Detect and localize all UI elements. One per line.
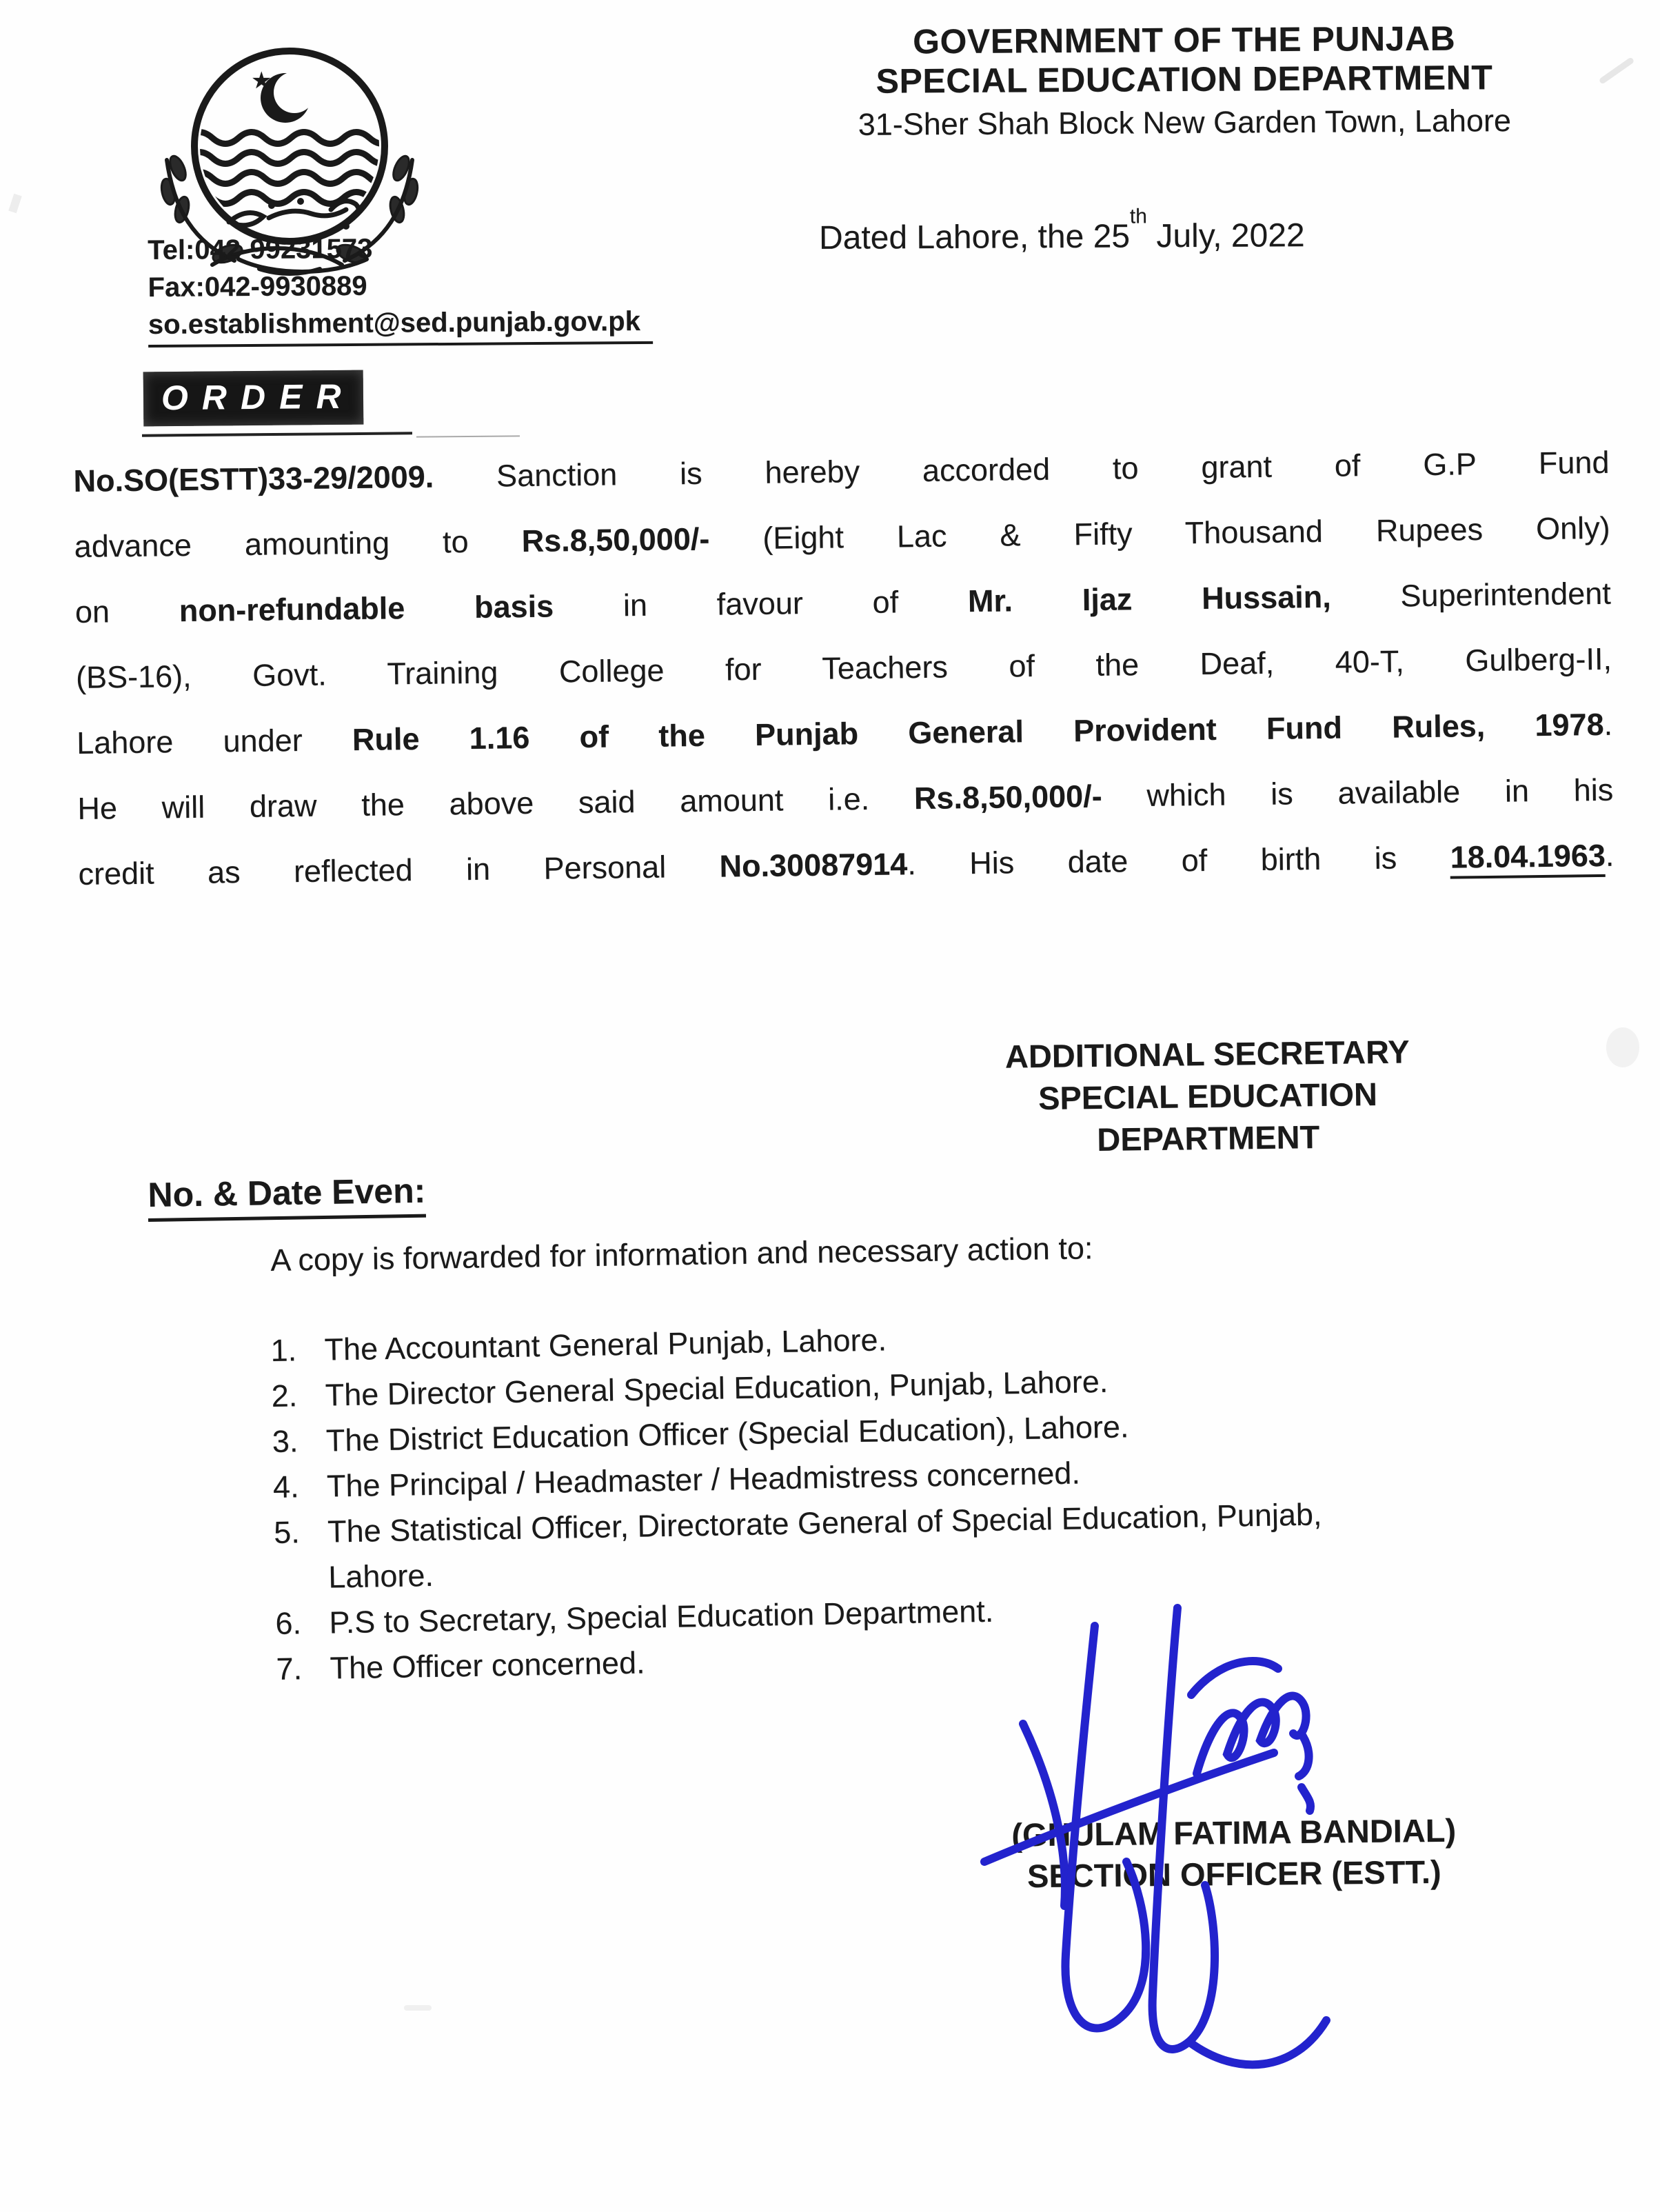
org-address: 31-Sher Shah Block New Garden Town, Lahore — [858, 103, 1512, 142]
cc-item-text: The Statistical Officer, Directorate General of Special Education, Punjab, Lahore. — [327, 1496, 1322, 1595]
order-body-line: No.SO(ESTT)33-29/2009. Sanction is hereby accorded to grant of G.P Fund — [73, 444, 1610, 499]
order-body-line: (BS-16), Govt. Training College for Teachers of the Deaf, 40-T, Gulberg-II, — [75, 641, 1612, 695]
cc-item-text: The Principal / Headmaster / Headmistress concerned. — [326, 1455, 1081, 1504]
cc-item-text: The Accountant General Punjab, Lahore. — [324, 1322, 887, 1367]
scan-artifact — [404, 2005, 432, 2011]
scan-artifact — [8, 194, 21, 213]
signature-ink — [949, 1600, 1424, 2089]
cc-item-number: 1. — [270, 1332, 297, 1368]
cc-intro-line: A copy is forwarded for information and necessary action to: — [270, 1230, 1093, 1278]
cc-item-number: 7. — [276, 1651, 303, 1687]
signatory-title: SECTION OFFICER (ESTT.) — [1026, 1853, 1441, 1895]
order-body-line: credit as reflected in Personal No.30087914. His date of birth is 18.04.1963. — [78, 837, 1615, 892]
order-body-line: He will draw the above said amount i.e. Rs.8,50,000/- which is available in his — [77, 772, 1614, 826]
cc-item-number: 4. — [272, 1469, 299, 1505]
scan-artifact — [1599, 57, 1635, 85]
date-ordinal-superscript: th — [1129, 205, 1147, 228]
contact-block — [148, 228, 653, 348]
order-heading-underline — [142, 432, 412, 436]
date-line — [818, 205, 1305, 257]
cc-item-text: The District Education Officer (Special Education), Lahore. — [325, 1409, 1129, 1458]
order-body-line: advance amounting to Rs.8,50,000/- (Eight Lac & Fifty Thousand Rupees Only) — [74, 510, 1610, 564]
date-suffix: July, 2022 — [1146, 217, 1305, 255]
org-name-line1: GOVERNMENT OF THE PUNJAB — [912, 19, 1456, 61]
signatory-name: (GHULAM FATIMA BANDIAL) — [1011, 1811, 1457, 1853]
cc-item-text: P.S to Secretary, Special Education Department. — [329, 1593, 994, 1640]
signing-authority-line1: ADDITIONAL SECRETARY — [1004, 1033, 1410, 1075]
tel-line: Tel:042-99231573 — [148, 233, 373, 265]
date-prefix: Dated Lahore, the 25 — [818, 218, 1131, 257]
cc-item-number: 3. — [272, 1423, 298, 1459]
handwritten-signature — [949, 1600, 1424, 2089]
scan-artifact — [1606, 1027, 1639, 1067]
order-body-line: Lahore under Rule 1.16 of the Punjab General Provident Fund Rules, 1978. — [76, 706, 1613, 761]
reference-heading — [148, 1171, 426, 1222]
signing-authority-line2: SPECIAL EDUCATION — [1038, 1075, 1378, 1117]
cc-item-number: 6. — [275, 1605, 302, 1641]
email-address: so.establishment@sed.punjab.gov.pk — [148, 303, 653, 348]
cc-item-number: 5. — [273, 1514, 301, 1550]
cc-item-text: The Director General Special Education, Punjab, Lahore. — [325, 1363, 1109, 1413]
reference-heading-text: No. & Date Even: — [148, 1171, 426, 1222]
order-heading-underline-faint — [416, 435, 520, 437]
order-body-line: on non-refundable basis in favour of Mr. Ijaz Hussain, Superintendent — [74, 575, 1612, 630]
cc-item-number: 2. — [271, 1378, 298, 1414]
signing-authority-block — [973, 1030, 1443, 1162]
svg-text:★: ★ — [251, 68, 272, 94]
signing-authority-line3: DEPARTMENT — [1096, 1118, 1320, 1158]
fax-line: Fax:042-9930889 — [148, 270, 367, 303]
order-heading: ORDER — [143, 370, 363, 427]
org-name-line2: SPECIAL EDUCATION DEPARTMENT — [875, 58, 1493, 101]
cc-item-text: The Officer concerned. — [330, 1645, 645, 1686]
order-body-paragraph — [73, 430, 1615, 907]
letterhead — [770, 18, 1598, 143]
